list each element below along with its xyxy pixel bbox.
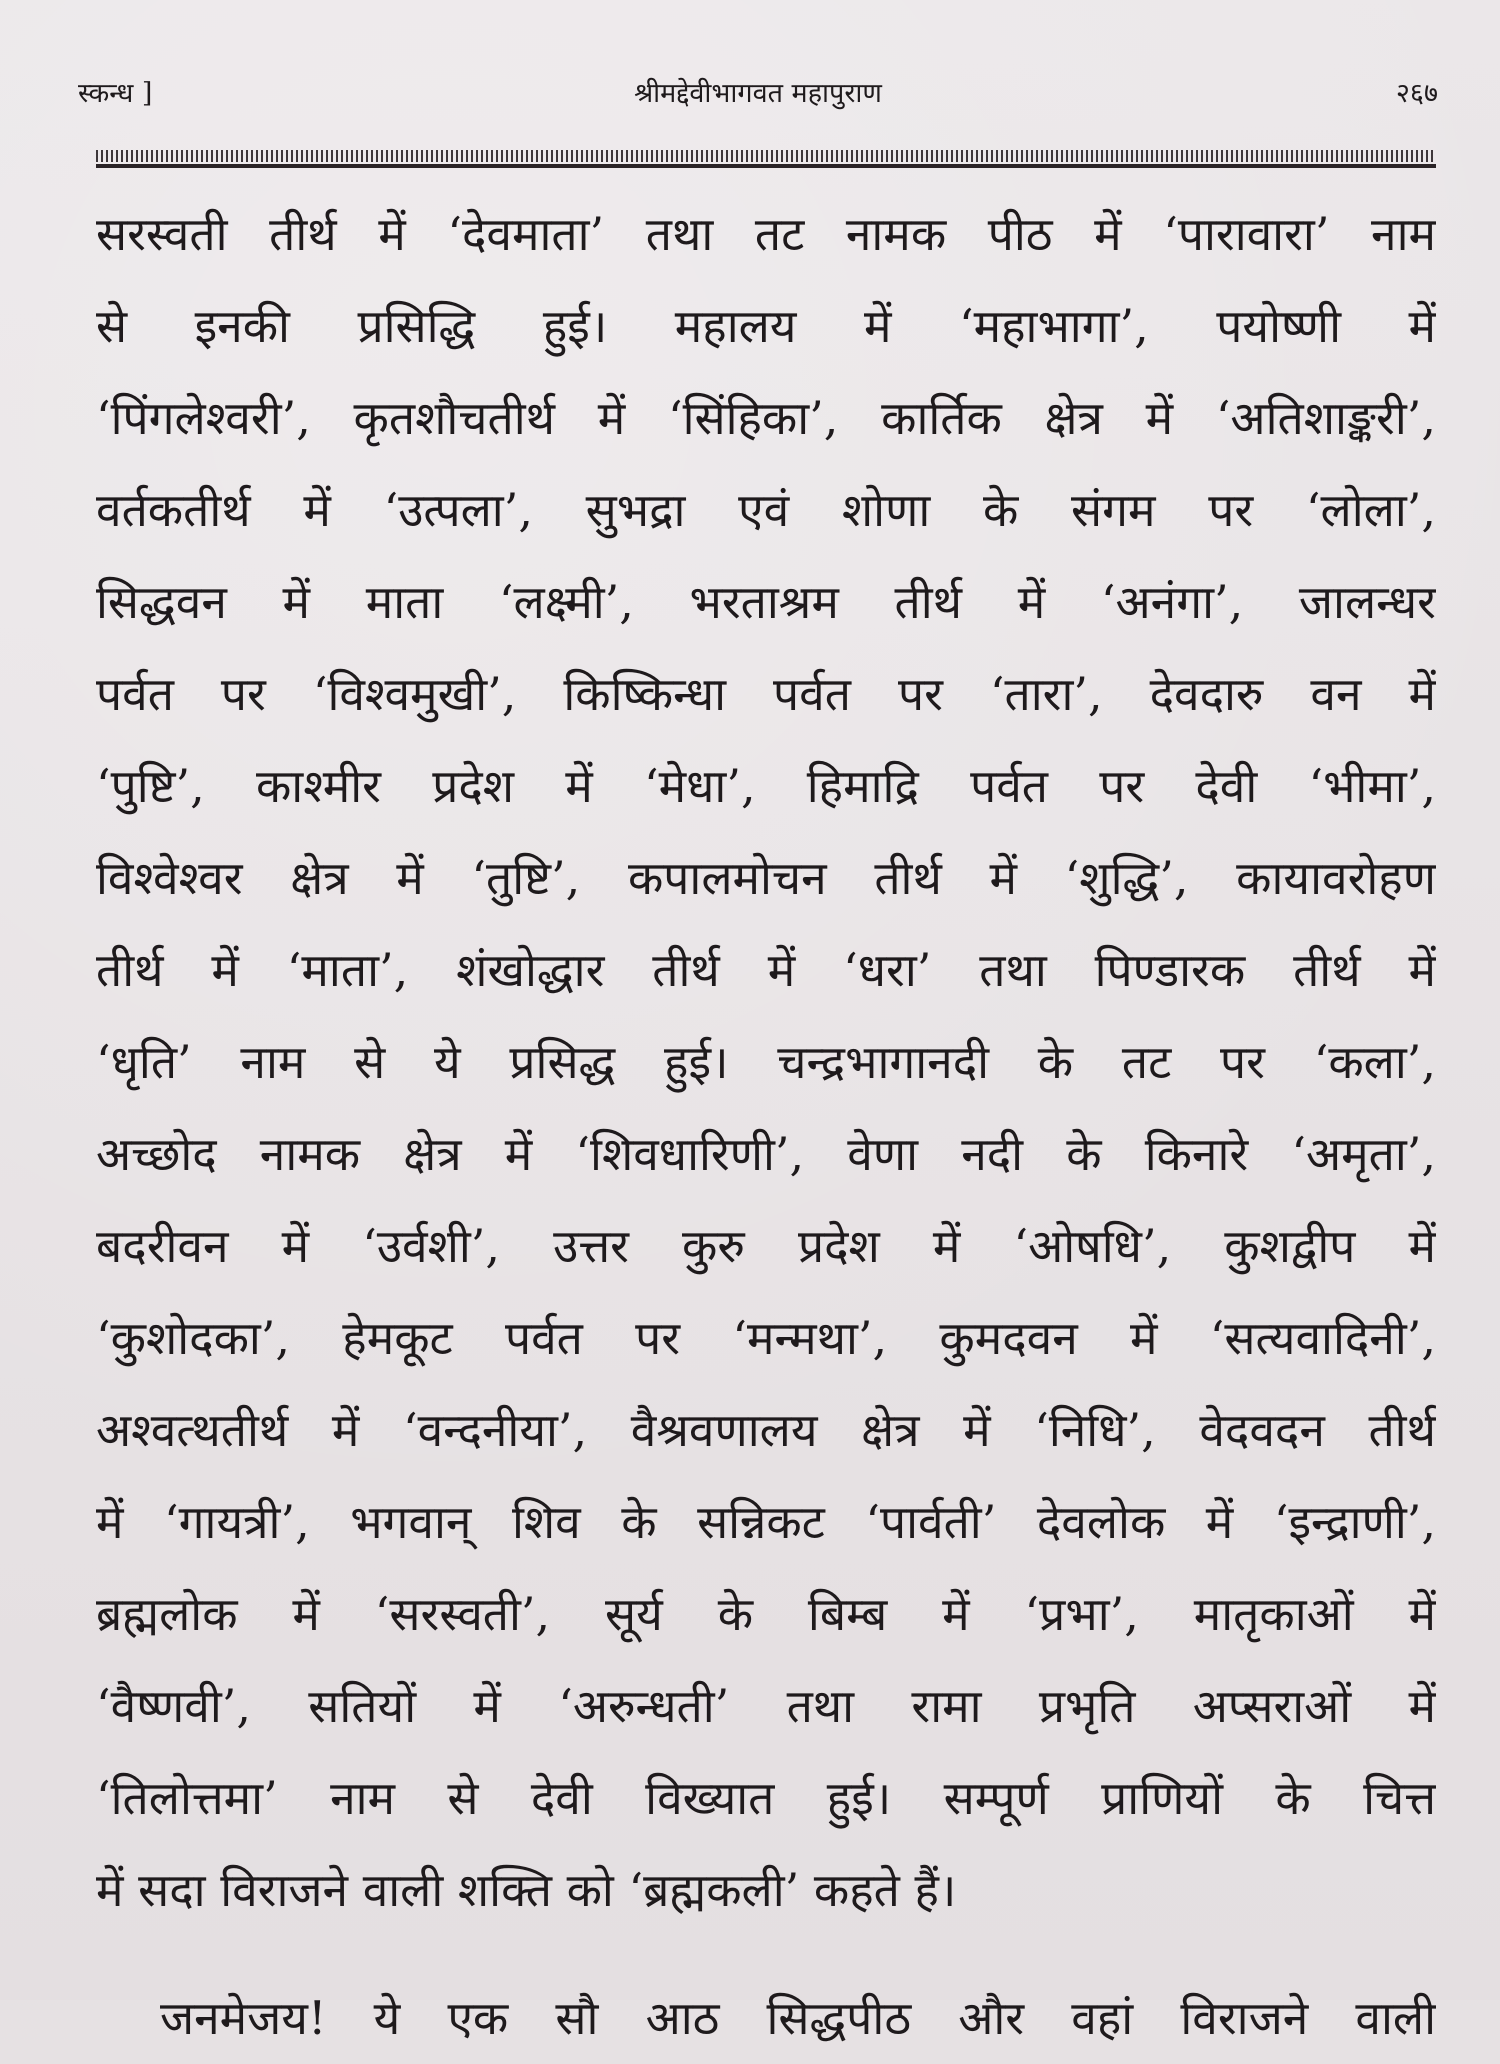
text-line: से इनकी प्रसिद्धि हुई। महालय में ‘महाभागा’, पयोष्णी में [96,299,1436,353]
text-line: में सदा विराजने वाली शक्ति को ‘ब्रह्मकली’ कहते हैं। [96,1863,957,1917]
body-text [96,188,1436,2064]
text-line: सरस्वती तीर्थ में ‘देवमाता’ तथा तट नामक पीठ में ‘पारावारा’ नाम [96,207,1436,261]
section-label: स्कन्ध ] [78,78,153,109]
text-line: ‘पिंगलेश्वरी’, कृतशौचतीर्थ में ‘सिंहिका’, कार्तिक क्षेत्र में ‘अतिशाङ्करी’, [96,391,1436,445]
text-line: में ‘गायत्री’, भगवान् शिव के सन्निकट ‘पार्वती’ देवलोक में ‘इन्द्राणी’, [96,1495,1436,1549]
decorative-pattern [96,150,1436,162]
text-line: ‘धृति’ नाम से ये प्रसिद्ध हुई। चन्द्रभागानदी के तट पर ‘कला’, [96,1035,1436,1089]
text-line: ‘तिलोत्तमा’ नाम से देवी विख्यात हुई। सम्पूर्ण प्राणियों के चित्त [96,1771,1436,1825]
page-number: २६७ [1395,78,1438,109]
paragraph-2 [96,1972,1436,2064]
text-line: ‘पुष्टि’, काश्मीर प्रदेश में ‘मेधा’, हिमाद्रि पर्वत पर देवी ‘भीमा’, [96,759,1436,813]
text-line: विश्वेश्वर क्षेत्र में ‘तुष्टि’, कपालमोचन तीर्थ में ‘शुद्धि’, कायावरोहण [96,851,1436,905]
decorative-border [96,150,1436,172]
book-title: श्रीमद्देवीभागवत महापुराण [634,78,882,109]
text-line: ‘कुशोदका’, हेमकूट पर्वत पर ‘मन्मथा’, कुमदवन में ‘सत्यवादिनी’, [96,1311,1436,1365]
text-line: सिद्धवन में माता ‘लक्ष्मी’, भरताश्रम तीर्थ में ‘अनंगा’, जालन्धर [96,575,1436,629]
header-rule-line [96,164,1436,168]
text-line: बदरीवन में ‘उर्वशी’, उत्तर कुरु प्रदेश में ‘ओषधि’, कुशद्वीप में [96,1219,1436,1273]
text-line: जनमेजय! ये एक सौ आठ सिद्धपीठ और वहां विराजने वाली [160,1991,1436,2045]
text-line: अच्छोद नामक क्षेत्र में ‘शिवधारिणी’, वेणा नदी के किनारे ‘अमृता’, [96,1127,1436,1181]
running-header [78,72,1438,116]
text-line: पर्वत पर ‘विश्वमुखी’, किष्किन्धा पर्वत पर ‘तारा’, देवदारु वन में [96,667,1436,721]
text-line: ब्रह्मलोक में ‘सरस्वती’, सूर्य के बिम्ब में ‘प्रभा’, मातृकाओं में [96,1587,1436,1641]
text-line: वर्तकतीर्थ में ‘उत्पला’, सुभद्रा एवं शोणा के संगम पर ‘लोला’, [96,483,1436,537]
paragraph-1 [96,188,1436,1936]
text-line: ‘वैष्णवी’, सतियों में ‘अरुन्धती’ तथा रामा प्रभृति अप्सराओं में [96,1679,1436,1733]
text-line: अश्वत्थतीर्थ में ‘वन्दनीया’, वैश्रवणालय क्षेत्र में ‘निधि’, वेदवदन तीर्थ [96,1403,1436,1457]
text-line: तीर्थ में ‘माता’, शंखोद्धार तीर्थ में ‘धरा’ तथा पिण्डारक तीर्थ में [96,943,1436,997]
paragraph-gap [96,1936,1436,1972]
